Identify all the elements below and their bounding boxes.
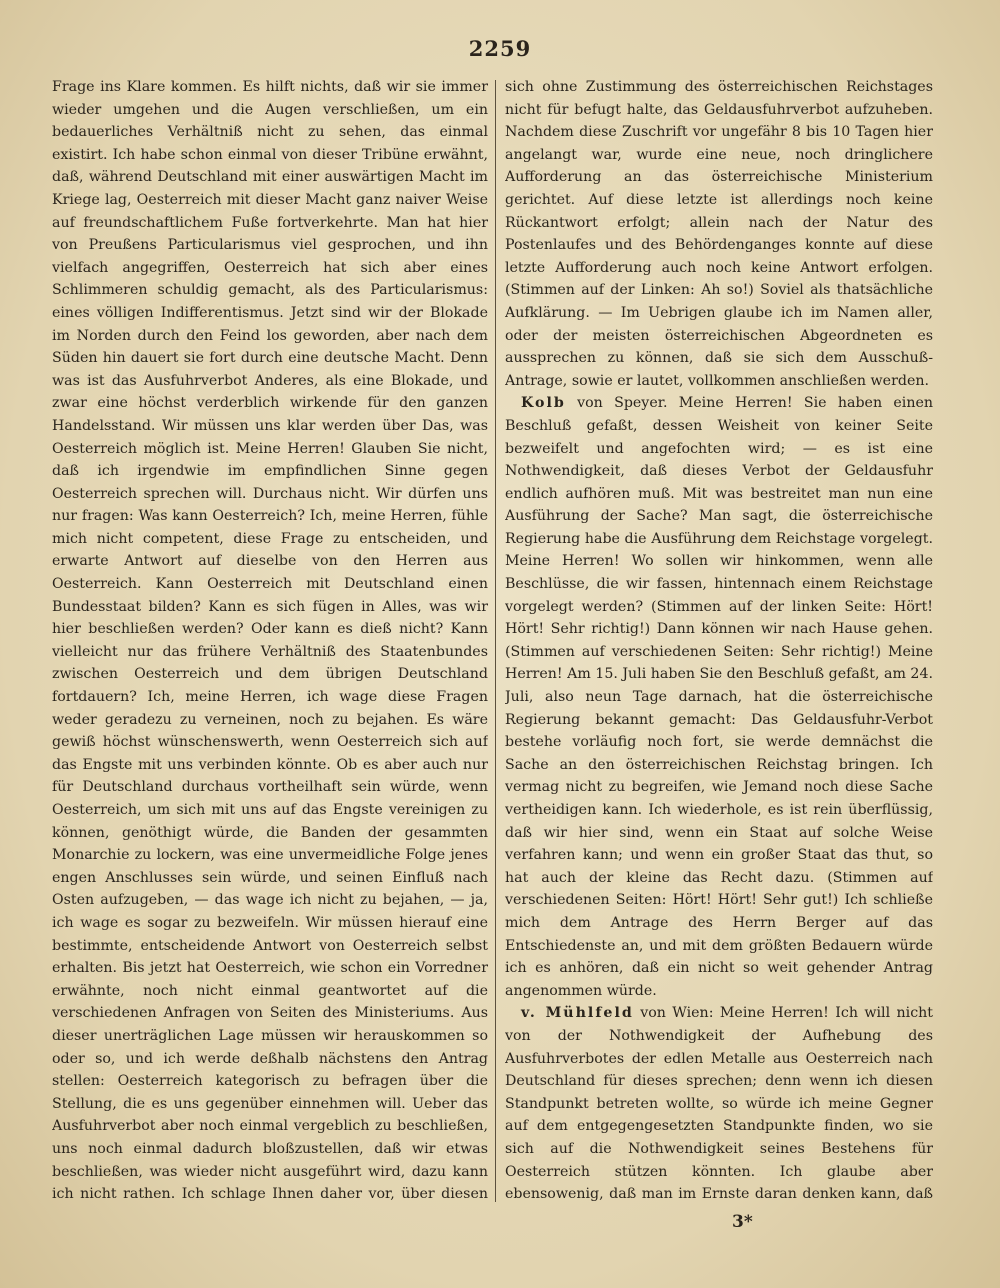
paragraph-text: von Speyer. Meine Herren! Sie haben einen Beschluß gefaßt, dessen Weisheit von keiner Seite bezweifelt und angefochten wird; — es ist eine Nothwendigkeit, daß dieses Verbot der Geldausfuhr endlich aufhören muß. Mit was bestreitet man nun eine Ausführung der Sache? Man sagt, die österreichische Regierung habe die Ausführung dem Reichstage vorgelegt. Meine Herren! Wo sollen wir hinkommen, wenn alle Beschlüsse, die wir fassen, hintennach einem Reichstage vorgelegt werden? (Stimmen auf der linken Seite: Hört! Hört! Sehr richtig!) Dann können wir nach Hause gehen. (Stimmen auf verschiedenen Seiten: Sehr richtig!) Meine Herren! Am 15. Juli haben Sie den Beschluß gefaßt, am 24. Juli, also neun Tage darnach, hat die österreichische Regierung bekannt gemacht: Das Geldausfuhr-Verbot bestehe vorläufig noch fort, sie werde demnächst die Sache an den österreichischen Reichstag bringen. Ich vermag nicht zu begreifen, wie Jemand noch diese Sache vertheidigen kann. Ich wiederhole, es ist rein überflüssig, daß wir hier sind, wenn ein Staat auf solche Weise verfahren kann; und wenn ein großer Staat das thut, so hat auch der kleine das Recht dazu. (Stimmen auf verschiedenen Seiten: Hört! Hört! Sehr gut!) Ich schließe mich dem Antrage des Herrn Berger auf das Entschiedenste an, und mit dem größten Bedauern würde ich es anhören, daß ein nicht so weit gehender Antrag angenommen würde. xyxy=(505,395,933,999)
paragraph xyxy=(505,1002,933,1206)
paragraph-text: von Wien: Meine Herren! Ich will nicht von der Nothwendigkeit der Aufhebung des Ausfuhrverbotes der edlen Metalle aus Oesterreich nach Deutschland für dieses sprechen; denn wenn ich diesen Standpunkt betreten wollte, so würde ich meine Gegner auf dem entgegengesetzten Standpunkte finden, wo sie sich auf die Nothwendigkeit seines Bestehens für Oesterreich stützen könnten. Ich glaube aber ebensowenig, daß man im Ernste daran denken kann, daß xyxy=(505,1005,933,1203)
paragraph-text: sich ohne Zustimmung des österreichischen Reichstages nicht für befugt halte, das Geldausfuhrverbot aufzuheben. Nachdem diese Zuschrift vor ungefähr 8 bis 10 Tagen hier angelangt war, wurde eine neue, noch dringlichere Aufforderung an das österreichische Ministerium gerichtet. Auf diese letzte ist allerdings noch keine Rückantwort erfolgt; allein nach der Natur des Postenlaufes und des Behördenganges konnte auf diese letzte Aufforderung auch noch keine Antwort erfolgen. (Stimmen auf der Linken: Ah so!) Soviel als thatsächliche Aufklärung. — Im Uebrigen glaube ich im Namen aller, oder der meisten österreichischen Abgeordneten es aussprechen zu können, daß sie sich dem Ausschuß-Antrage, sowie er lautet, vollkommen anschließen werden. xyxy=(505,79,933,389)
right-column xyxy=(505,76,933,1206)
speaker-name: Kolb xyxy=(521,395,566,412)
page-number: 2259 xyxy=(468,36,532,61)
paragraph xyxy=(505,76,933,392)
left-column xyxy=(52,76,488,1206)
column-divider xyxy=(495,80,496,1202)
paragraph xyxy=(505,392,933,1002)
signature-mark: 3* xyxy=(732,1212,753,1232)
speaker-name: v. Mühlfeld xyxy=(521,1005,634,1022)
paragraph-text: Frage ins Klare kommen. Es hilft nichts, daß wir sie immer wieder umgehen und die Augen verschließen, um ein bedauerliches Verhältniß nicht zu sehen, das einmal existirt. Ich habe schon einmal von dieser Tribüne erwähnt, daß, während Deutschland mit einer auswärtigen Macht im Kriege lag, Oesterreich mit dieser Macht ganz naiver Weise auf freundschaftlichem Fuße fortverkehrte. Man hat hier von Preußens Particularismus viel gesprochen, und ihn vielfach angegriffen, Oesterreich hat sich aber eines Schlimmeren schuldig gemacht, als des Particularismus: eines völligen Indifferentismus. Jetzt sind wir der Blokade im Norden durch den Feind los geworden, aber nach dem Süden hin dauert sie fort durch eine deutsche Macht. Denn was ist das Ausfuhrverbot Anderes, als eine Blokade, und zwar eine höchst verderblich wirkende für den ganzen Handelsstand. Wir müssen uns klar werden über Das, was Oesterreich möglich ist. Meine Herren! Glauben Sie nicht, daß ich irgendwie im empfindlichen Sinne gegen Oesterreich sprechen will. Durchaus nicht. Wir dürfen uns nur fragen: Was kann Oesterreich? Ich, meine Herren, fühle mich nicht competent, diese Frage zu entscheiden, und erwarte Antwort auf dieselbe von den Herren aus Oesterreich. Kann Oesterreich mit Deutschland einen Bundesstaat bilden? Kann es sich fügen in Alles, was wir hier beschließen werden? Oder kann es dieß nicht? Kann vielleicht nur das frühere Verhältniß des Staatenbundes zwischen Oesterreich und dem übrigen Deutschland fortdauern? Ich, meine Herren, ich wage diese Fragen weder geradezu zu verneinen, noch zu bejahen. Es wäre gewiß höchst wünschenswerth, wenn Oesterreich sich auf das Engste mit uns verbinden könnte. Ob es aber auch nur für Deutschland durchaus vortheilhaft sein würde, wenn Oesterreich, um sich mit uns auf das Engste vereinigen zu können, genöthigt würde, die Banden der gesammten Monarchie zu lockern, was eine unvermeidliche Folge jenes engen Anschlusses sein würde, und seinen Einfluß nach Osten aufzugeben, — das wage ich nicht zu bejahen, — ja, ich wage es sogar zu bezweifeln. Wir müssen hierauf eine bestimmte, entscheidende Antwort von Oesterreich selbst erhalten. Bis jetzt hat Oesterreich, wie schon ein Vorredner erwähnte, noch nicht einmal geantwortet auf die verschiedenen Anfragen von Seiten des Ministeriums. Aus dieser unerträglichen Lage müssen wir herauskommen so oder so, und ich werde deßhalb nächstens den Antrag stellen: Oesterreich kategorisch zu befragen über die Stellung, die es uns gegenüber einnehmen will. Ueber das Ausfuhrverbot aber noch einmal vergeblich zu beschließen, uns noch einmal dadurch bloßzustellen, daß wir etwas beschließen, was wieder nicht ausgeführt wird, dazu kann ich nicht rathen. Ich schlage Ihnen daher vor, über diesen xyxy=(52,79,488,1203)
paragraph xyxy=(52,76,488,1206)
